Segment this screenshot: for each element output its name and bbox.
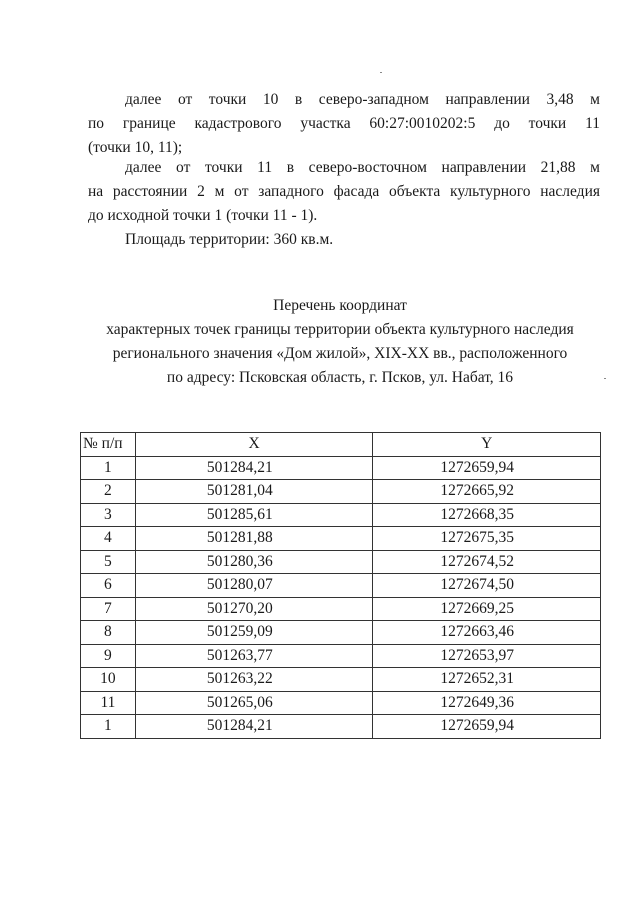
- cell-point-number: 5: [81, 550, 136, 574]
- cell-point-number: 9: [81, 644, 136, 668]
- column-header-x: X: [135, 433, 373, 457]
- table-body: [81, 456, 601, 738]
- text-line: на расстоянии 2 м от западного фасада объекта культурного наследия: [88, 183, 600, 200]
- cell-y: 1272663,46: [373, 621, 601, 645]
- cell-y: 1272652,31: [373, 668, 601, 692]
- text-line: по границе кадастрового участка 60:27:0010202:5 до точки 11: [88, 115, 600, 132]
- table-row: [81, 668, 601, 692]
- scan-speck: [380, 72, 382, 73]
- paragraph-area: [88, 228, 600, 252]
- cell-y: 1272675,35: [373, 527, 601, 551]
- cell-x: 501284,21: [135, 715, 373, 739]
- cell-point-number: 1: [81, 456, 136, 480]
- scan-speck: [604, 378, 606, 379]
- cell-x: 501280,07: [135, 574, 373, 598]
- paragraph-point-11: [88, 156, 600, 228]
- cell-x: 501259,09: [135, 621, 373, 645]
- text-line: до исходной точки 1 (точки 11 - 1).: [88, 207, 318, 224]
- cell-x: 501285,61: [135, 503, 373, 527]
- cell-point-number: 10: [81, 668, 136, 692]
- text-line: далее от точки 10 в северо-западном направлении 3,48 м: [125, 91, 600, 108]
- table-row: [81, 691, 601, 715]
- cell-point-number: 3: [81, 503, 136, 527]
- cell-y: 1272665,92: [373, 480, 601, 504]
- cell-y: 1272649,36: [373, 691, 601, 715]
- table-row: [81, 621, 601, 645]
- text-line: Площадь территории: 360 кв.м.: [125, 231, 334, 248]
- text-line: далее от точки 11 в северо-восточном направлении 21,88 м: [125, 159, 600, 176]
- table-row: [81, 644, 601, 668]
- cell-x: 501281,88: [135, 527, 373, 551]
- cell-point-number: 2: [81, 480, 136, 504]
- table-row: [81, 597, 601, 621]
- cell-point-number: 8: [81, 621, 136, 645]
- table-header-row: [81, 433, 601, 457]
- column-header-number: № п/п: [81, 433, 136, 457]
- table-row: [81, 503, 601, 527]
- cell-y: 1272659,94: [373, 456, 601, 480]
- table-row: [81, 527, 601, 551]
- text-line: (точки 10, 11);: [88, 139, 183, 156]
- cell-point-number: 6: [81, 574, 136, 598]
- coordinates-heading: [80, 294, 600, 390]
- heading-line: по адресу: Псковская область, г. Псков, ул. Набат, 16: [166, 369, 514, 386]
- cell-y: 1272659,94: [373, 715, 601, 739]
- column-header-y: Y: [373, 433, 601, 457]
- cell-x: 501270,20: [135, 597, 373, 621]
- cell-y: 1272668,35: [373, 503, 601, 527]
- cell-point-number: 7: [81, 597, 136, 621]
- cell-y: 1272674,50: [373, 574, 601, 598]
- coordinates-table: [80, 432, 601, 739]
- cell-point-number: 11: [81, 691, 136, 715]
- table-row: [81, 456, 601, 480]
- table-row: [81, 715, 601, 739]
- table-row: [81, 574, 601, 598]
- cell-point-number: 4: [81, 527, 136, 551]
- cell-x: 501263,22: [135, 668, 373, 692]
- cell-x: 501280,36: [135, 550, 373, 574]
- heading-line: регионального значения «Дом жилой», XIX-XX вв., расположенного: [112, 345, 568, 362]
- cell-x: 501281,04: [135, 480, 373, 504]
- heading-line: характерных точек границы территории объекта культурного наследия: [106, 321, 574, 338]
- cell-y: 1272669,25: [373, 597, 601, 621]
- heading-line: Перечень координат: [273, 297, 407, 314]
- paragraph-point-10: [88, 88, 600, 160]
- cell-x: 501265,06: [135, 691, 373, 715]
- table-row: [81, 480, 601, 504]
- cell-y: 1272653,97: [373, 644, 601, 668]
- cell-point-number: 1: [81, 715, 136, 739]
- table-row: [81, 550, 601, 574]
- cell-x: 501263,77: [135, 644, 373, 668]
- cell-x: 501284,21: [135, 456, 373, 480]
- cell-y: 1272674,52: [373, 550, 601, 574]
